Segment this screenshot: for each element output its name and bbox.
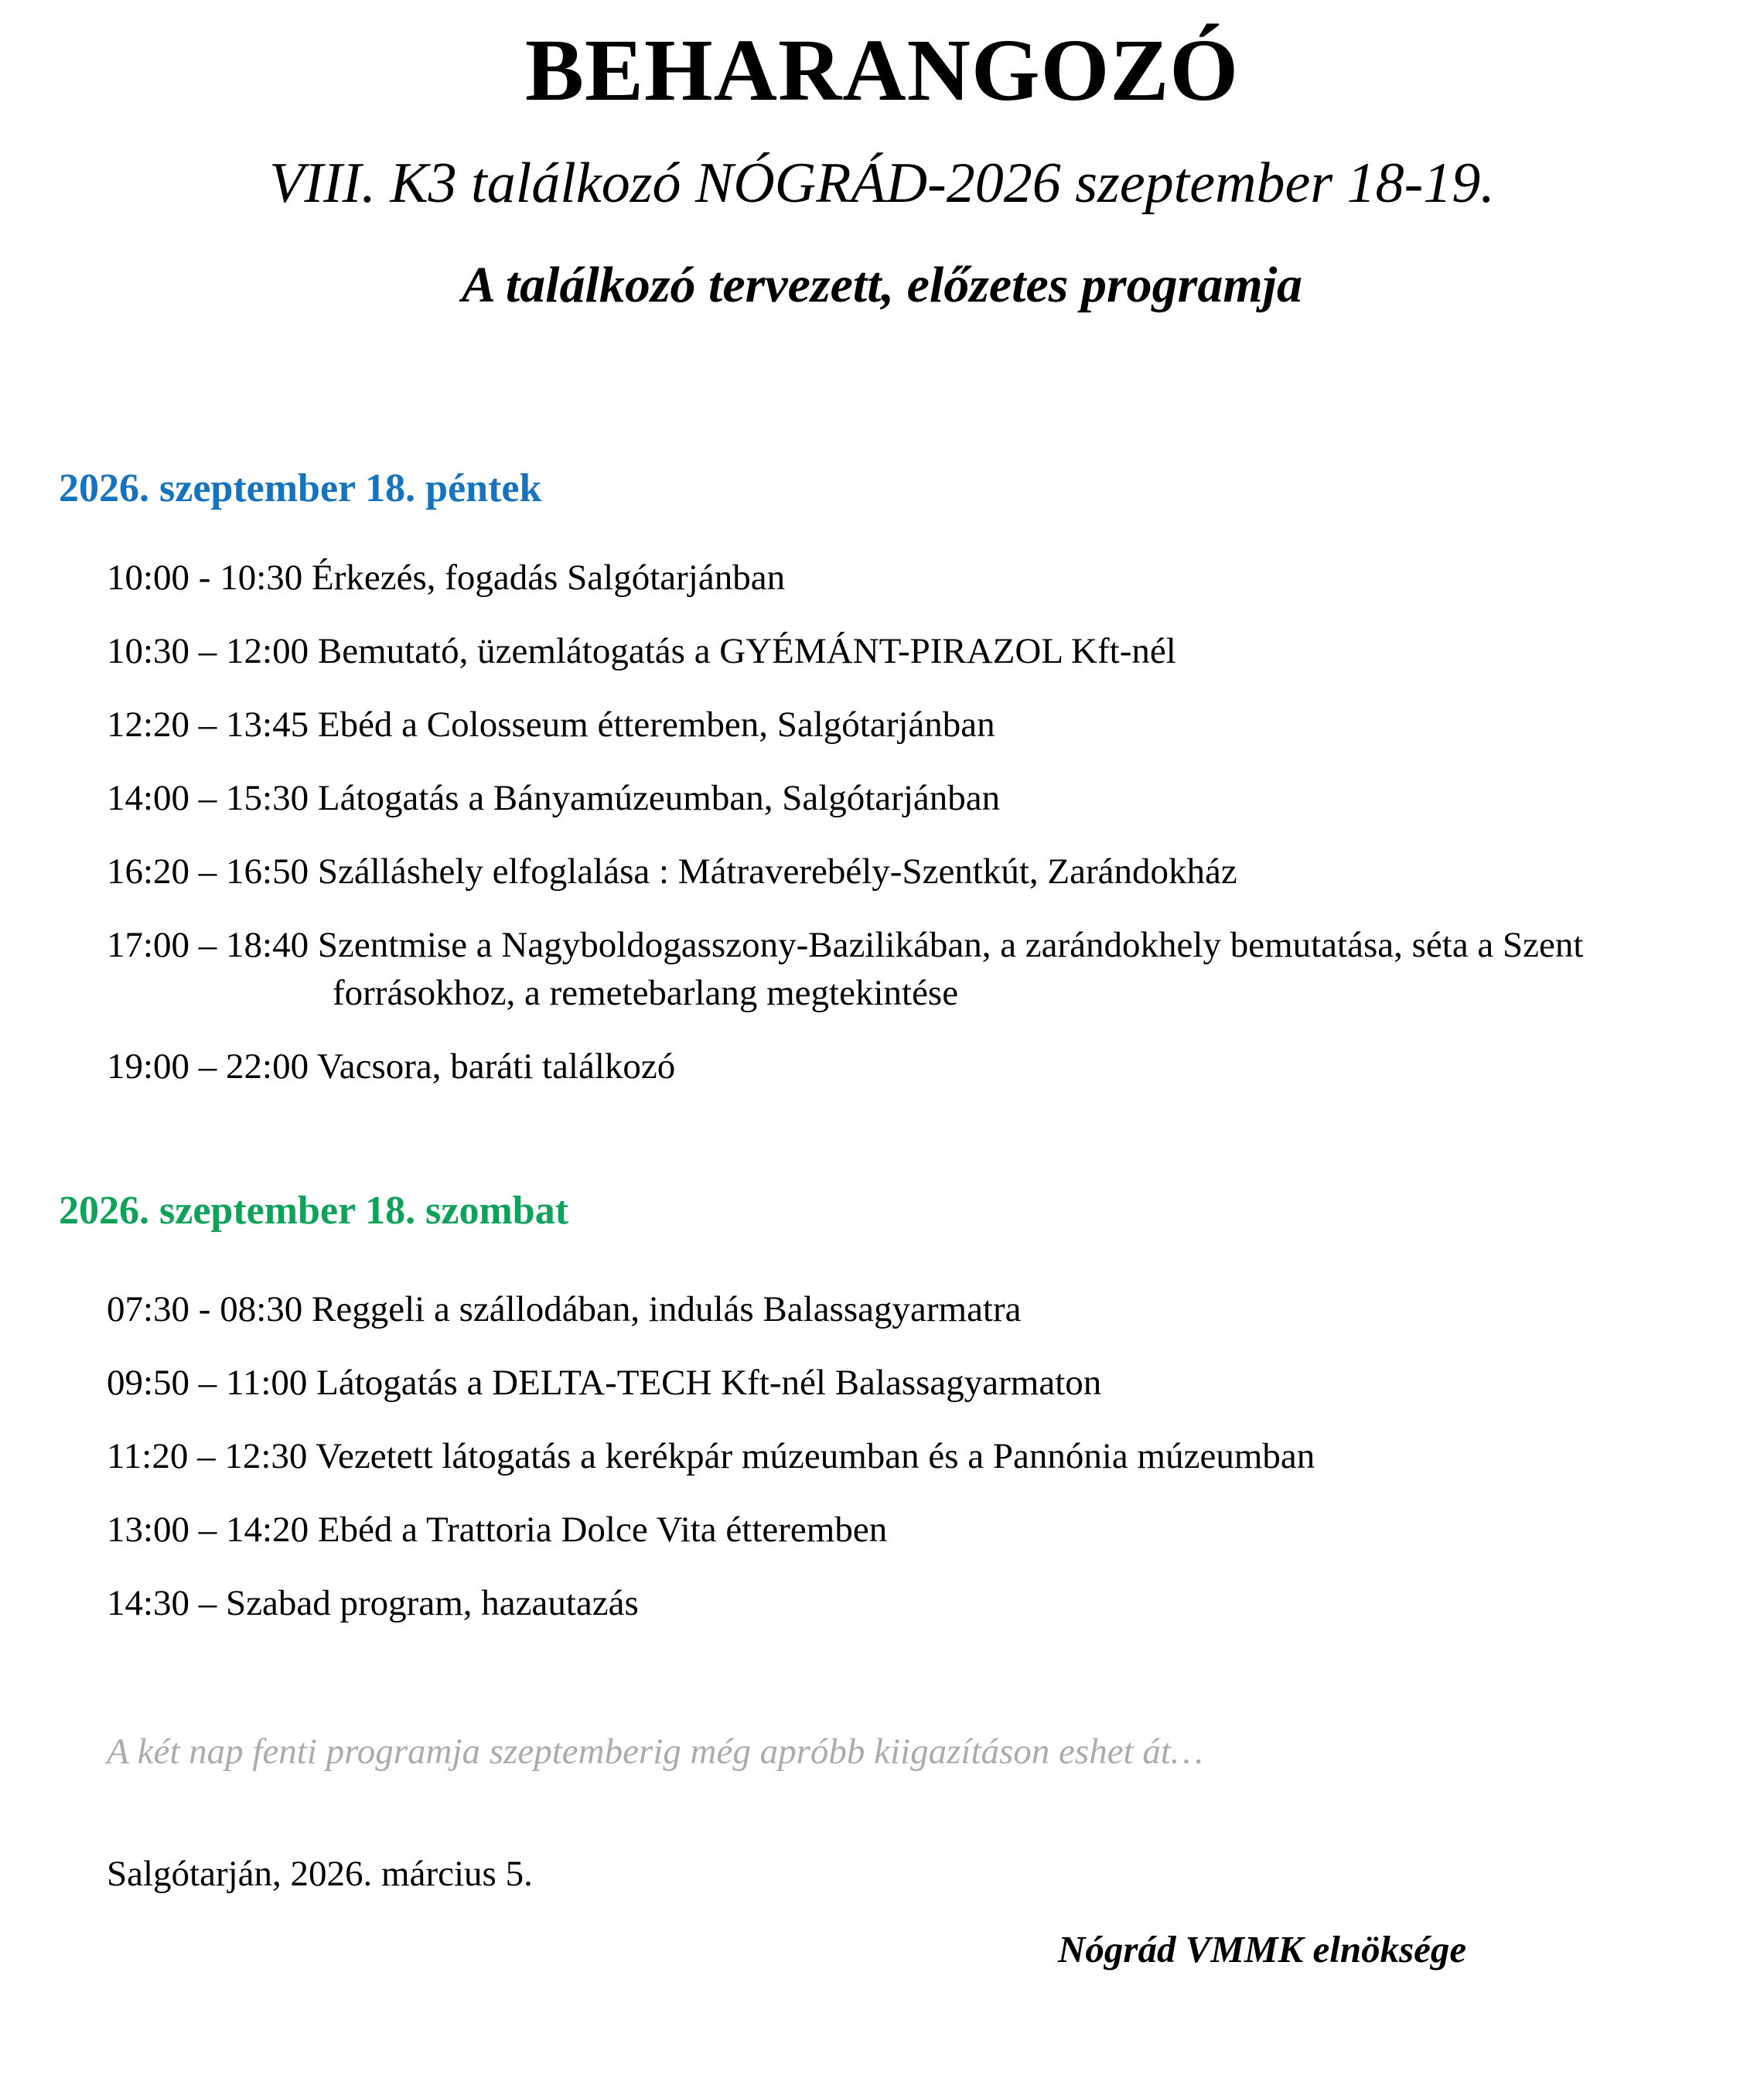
- schedule-item: 17:00 – 18:40 Szentmise a Nagyboldogasszony-Bazilikában, a zarándokhely bemutatása, séta a Szent forrásokhoz, a remetebarlang megtekintése: [107, 925, 1584, 1013]
- schedule-item: 10:30 – 12:00 Bemutató, üzemlátogatás a GYÉMÁNT-PIRAZOL Kft-nél: [107, 631, 1176, 671]
- closing-note: A két nap fenti programja szeptemberig még apróbb kiigazításon eshet át…: [107, 1732, 1203, 1772]
- schedule-item: 13:00 – 14:20 Ebéd a Trattoria Dolce Vita étteremben: [107, 1510, 888, 1550]
- schedule-item: 11:20 – 12:30 Vezetett látogatás a kerékpár múzeumban és a Pannónia múzeumban: [107, 1436, 1315, 1476]
- day2-heading: 2026. szeptember 18. szombat: [59, 1189, 569, 1233]
- day1-heading: 2026. szeptember 18. péntek: [59, 466, 542, 510]
- schedule-item: 14:00 – 15:30 Látogatás a Bányamúzeumban, Salgótarjánban: [107, 778, 1001, 818]
- schedule-item: 09:50 – 11:00 Látogatás a DELTA-TECH Kft-nél Balassagyarmaton: [107, 1363, 1102, 1403]
- document-title: BEHARANGOZÓ: [524, 21, 1240, 119]
- schedule-item: 16:20 – 16:50 Szálláshely elfoglalása : Mátraverebély-Szentkút, Zarándokház: [107, 851, 1237, 892]
- schedule-item: 07:30 - 08:30 Reggeli a szállodában, indulás Balassagyarmatra: [107, 1289, 1022, 1329]
- schedule-item: 14:30 – Szabad program, hazautazás: [107, 1583, 639, 1623]
- signature: Nógrád VMMK elnöksége: [1058, 1928, 1467, 1971]
- schedule-item: 10:00 - 10:30 Érkezés, fogadás Salgótarjánban: [107, 558, 786, 598]
- day2-schedule-list: [107, 1285, 1669, 1653]
- document-tagline: A találkozó tervezett, előzetes programja: [461, 257, 1303, 313]
- dateline: Salgótarján, 2026. március 5.: [107, 1854, 533, 1894]
- day1-schedule-list: [107, 554, 1669, 1116]
- document-subtitle: VIII. K3 találkozó NÓGRÁD-2026 szeptember 18-19.: [269, 152, 1495, 215]
- schedule-item: 12:20 – 13:45 Ebéd a Colosseum étteremben, Salgótarjánban: [107, 705, 995, 745]
- schedule-item: 19:00 – 22:00 Vacsora, baráti találkozó: [107, 1046, 676, 1087]
